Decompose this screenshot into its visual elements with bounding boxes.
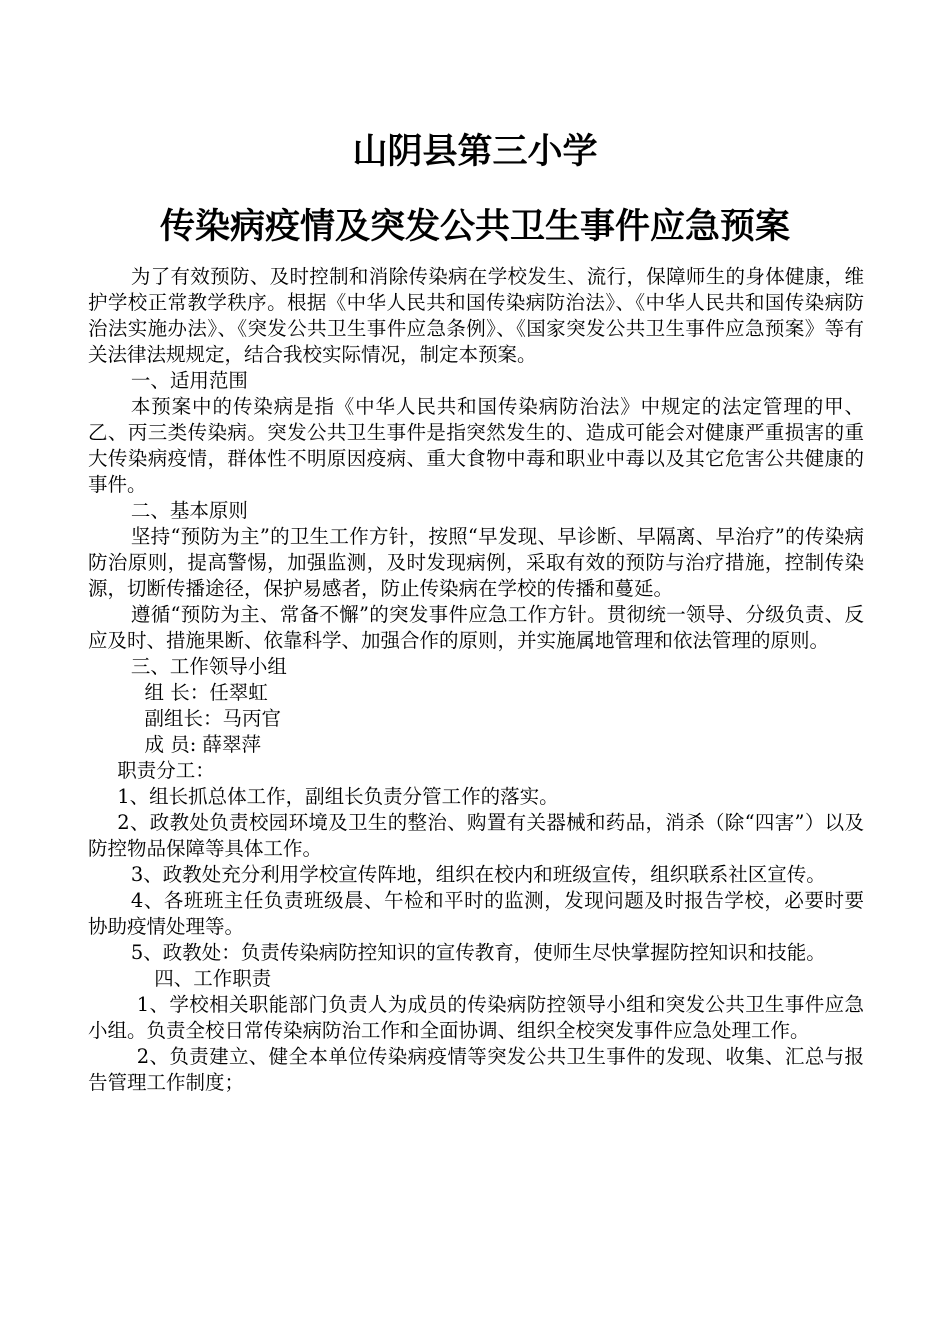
section-heading-responsibilities: 四、工作职责 xyxy=(154,967,272,990)
document-body xyxy=(88,264,864,1096)
duties-heading: 职责分工： xyxy=(117,759,215,782)
members-line: 成 员: 薛翠萍 xyxy=(144,733,262,756)
section-heading-leadership: 三、工作领导小组 xyxy=(130,655,287,678)
duty-item-2: 2、政教处负责校园环境及卫生的整治、购置有关器械和药品，消杀（除“四害”）以及防控物品保障等具体工作。 xyxy=(88,811,864,860)
responsibility-item-2: 2、负责建立、健全本单位传染病疫情等突发公共卫生事件的发现、收集、汇总与报告管理工作制度； xyxy=(88,1045,864,1094)
duty-item-1: 1、组长抓总体工作，副组长负责分管工作的落实。 xyxy=(117,785,559,808)
duty-item-5: 5、政教处：负责传染病防控知识的宣传教育，使师生尽快掌握防控知识和技能。 xyxy=(130,941,826,964)
principles-paragraph-1: 坚持“预防为主”的卫生工作方针，按照“早发现、早诊断、早隔离、早治疗”的传染病防治原则，提高警惕，加强监测，及时发现病例，采取有效的预防与治疗措施，控制传染源，切断传播途径，保护易感者，防止传染病在学校的传播和蔓延。 xyxy=(88,525,864,600)
intro-paragraph: 为了有效预防、及时控制和消除传染病在学校发生、流行，保障师生的身体健康，维护学校正常教学秩序。根据《中华人民共和国传染病防治法》、《中华人民共和国传染病防治法实施办法》、《突发公共卫生事件应急条例》、《国家突发公共卫生事件应急预案》等有关法律法规规定，结合我校实际情况，制定本预案。 xyxy=(88,265,864,366)
section-heading-principles: 二、基本原则 xyxy=(130,499,248,522)
plan-title: 传染病疫情及突发公共卫生事件应急预案 xyxy=(159,206,790,247)
principles-paragraph-2: 遵循“预防为主、常备不懈”的突发事件应急工作方针。贯彻统一领导、分级负责、反应及时、措施果断、依靠科学、加强合作的原则，并实施属地管理和依法管理的原则。 xyxy=(88,603,864,652)
duty-item-3: 3、政教处充分利用学校宣传阵地，组织在校内和班级宣传，组织联系社区宣传。 xyxy=(130,863,826,886)
responsibility-item-1: 1、学校相关职能部门负责人为成员的传染病防控领导小组和突发公共卫生事件应急小组。负责全校日常传染病防治工作和全面协调、组织全校突发事件应急处理工作。 xyxy=(88,993,864,1042)
school-title: 山阴县第三小学 xyxy=(352,131,598,172)
leader-line: 组 长：任翠虹 xyxy=(144,681,268,704)
section-heading-scope: 一、适用范围 xyxy=(130,369,248,392)
duty-item-4: 4、各班班主任负责班级晨、午检和平时的监测，发现问题及时报告学校，必要时要协助疫情处理等。 xyxy=(88,889,864,938)
scope-paragraph: 本预案中的传染病是指《中华人民共和国传染病防治法》中规定的法定管理的甲、乙、丙三类传染病。突发公共卫生事件是指突然发生的、造成可能会对健康严重损害的重大传染病疫情，群体性不明原因疫病、重大食物中毒和职业中毒以及其它危害公共健康的事件。 xyxy=(88,395,864,496)
deputy-line: 副组长：马丙官 xyxy=(144,707,282,730)
